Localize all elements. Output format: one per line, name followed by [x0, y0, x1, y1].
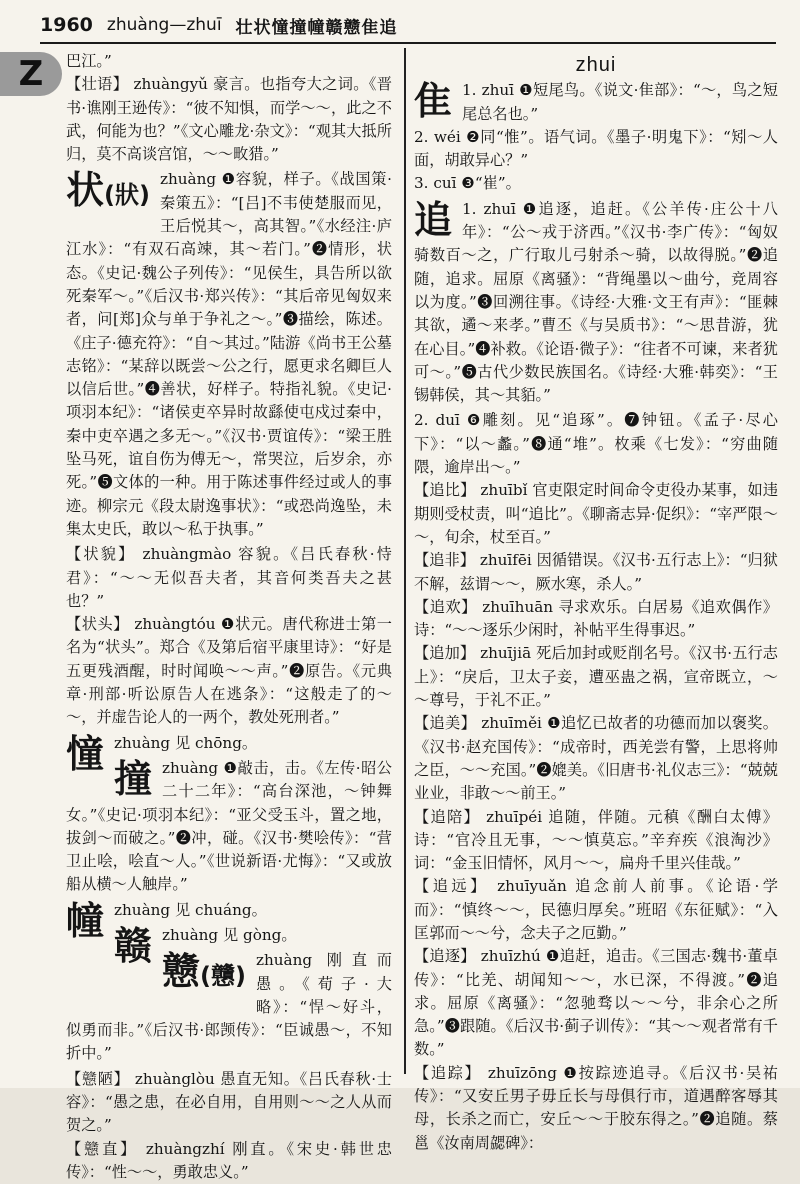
definition-text: zhuàng 见 chuáng。 [114, 900, 267, 919]
definition-text: zhuàng ❶容貌，样子。《战国策·秦策五》：“[吕]不韦使楚服而见，王后悦其～，高其智。”《水经注·庐江水》：“有双石高竦，其～若门。”❷情形，状态。《史记·魏公子列传》：“见侯生，具告所以欲死秦军～。”《后汉书·郑兴传》：“其后帝见匈奴来者，问[郑]众与单于争礼之～。”❸描绘，陈述。《庄子·德充符》：“自～其过。”陆游《尚书王公墓志铭》：“某辞以既尝～公之行，愿更求名卿巨人以信后世。”❹善状，好样子。特指礼貌。《史记·项羽本纪》：“诸侯吏卒异时故繇使屯戍过秦中，秦中吏卒遇之多无～。”《汉书·贾谊传》：“梁王胜坠马死，谊自伤为傅无～，常哭泣，后岁余，亦死。”❺文体的一种。用于陈述事件经过或人的事迹。柳宗元《段太尉逸事状》：“或恐尚逸坠，未集太史氏，敢以～私于执事。” [66, 170, 392, 538]
entry-zhuangzhi: 【戆直】 zhuàngzhí 刚直。《宋史·韩世忠传》：“性～～，勇敢忠义。” [66, 1139, 392, 1181]
pinyin-range: zhuàng—zhuī [106, 15, 222, 35]
definition-text: zhuàng 见 gòng。 [162, 925, 297, 944]
page-number: 1960 [40, 14, 93, 36]
headword: 憧 [66, 731, 105, 776]
reading-1: 1. zhuī ❶追逐，追赶。《公羊传·庄公十八年》：“公～戎于济西。”《汉书·李广传》：“匈奴骑数百～之，广行取儿弓射杀～骑，以故得脱。”❷追随，追求。屈原《离骚》：“背绳墨以～曲兮，竞周容以为度。”❸回溯往事。《诗经·大雅·文王有声》：“匪棘其欲，遹～来孝。”曹丕《与吴质书》：“～思昔游，犹在心目。”❹补救。《论语·微子》：“往者不可谏，来者犹可～。”❺古代少数民族国名。《诗经·大雅·韩奕》：“王锡韩侯，其～其貊。” [414, 199, 778, 405]
entry-zhuangtou: 【状头】 zhuàngtóu ❶状元。唐代称进士第一名为“状头”。郑合《及第后宿平康里诗》：“好是五更残酒醒，时时闻唤～～声。”❷原告。《元典章·刑部·听讼原告人在逃条》：“这般走了的～～，并虚告论人的一两个，教处死刑者。” [66, 615, 392, 727]
column-divider [404, 48, 406, 1074]
entry-zhuimei: 【追美】 zhuīměi ❶追忆已故者的功德而加以褒奖。《汉书·赵充国传》：“成帝时，西羌尝有警，上思将帅之臣，～～充国。”❷媲美。《旧唐书·礼仪志三》：“兢兢业业，非敢～～前王。” [414, 714, 778, 803]
sense-1: 1. zhuī ❶短尾鸟。《说文·隹部》：“～，鸟之短尾总名也。” [462, 81, 778, 123]
sense-3: 3. cuī ❸“崔”。 [414, 174, 521, 193]
section-pinyin: zhui [575, 54, 617, 76]
entry-zhuanglou: 【戆陋】 zhuànglòu 愚直无知。《吕氏春秋·士容》：“愚之患，在必自用，自用则～～之人从而贺之。” [66, 1069, 392, 1135]
entry-zhuangmao: 【状貌】 zhuàngmào 容貌。《吕氏春秋·恃君》：“～～无似吾夫者，其音何类吾夫之甚也？” [66, 545, 392, 610]
definition-text: zhuàng 见 chōng。 [114, 733, 258, 752]
headword: 隹 [414, 79, 453, 124]
right-column [414, 50, 778, 1155]
headword: 赣 [114, 923, 153, 968]
headword: 追 [414, 197, 453, 242]
entry-zhuipei: 【追陪】 zhuīpéi 追随，伴随。元稹《酬白太傅》诗：“官冷且无事，～～慎莫忘。”辛弃疾《浪淘沙》词：“金玉旧情怀，风月～～，扁舟千里兴佳哉。” [414, 807, 778, 873]
headword: 状(狀) [66, 168, 150, 213]
headword: 戆(戇) [162, 949, 246, 994]
entry-zhui-chase [414, 198, 778, 408]
entry-zhuiyuan: 【追远】 zhuīyuǎn 追念前人前事。《论语·学而》：“慎终～～，民德归厚矣。”班昭《东征赋》：“入匡郭而～～兮，念夫子之厄勤。” [414, 877, 778, 942]
thumb-index-tab: Z [0, 52, 62, 96]
headword-variant: (狀) [104, 181, 150, 210]
page-header [40, 8, 776, 44]
entry-chong [66, 731, 392, 776]
entry-gong [66, 923, 392, 968]
left-column [66, 50, 392, 1184]
definition-text: zhuàng ❶敲击，击。《左传·昭公二十二年》：“高台深池，～钟舞女。”《史记·项羽本纪》：“亚父受玉斗，置之地，拔剑～而破之。”❷冲，碰。《汉书·樊哙传》：“营卫止哙，哙直～人。”《世说新语·尤悔》：“又或放船从横～人触岸。” [66, 758, 392, 894]
reading-2: 2. duī ❻雕刻。见“追琢”。❼钟钮。《孟子·尽心下》：“以～蠡。”❽通“堆”。枚乘《七发》：“穷曲随隈，逾岸出～。” [414, 411, 778, 477]
entry-zhuangyu: 【壮语】 zhuàngyǔ 豪言。也指夸大之词。《晋书·谯刚王逊传》：“彼不知惧，而学～～，此之不武，何能为也？”《文心雕龙·杂文》：“观其大抵所归，莫不高谈宫馆，～～畋猎。” [66, 75, 392, 164]
entry-zhuang-strike [66, 757, 392, 897]
entry-zhuijia: 【追加】 zhuījiā 死后加封或贬削名号。《汉书·五行志上》：“戾后，卫太子妾，遭巫蛊之祸，宣帝既立，～～尊号，于礼不正。” [414, 644, 778, 710]
sense-2: 2. wéi ❷同“惟”。语气词。《墨子·明鬼下》：“矧～人面，胡敢异心？” [414, 127, 778, 170]
headword: 幢 [66, 898, 105, 943]
entry-zhuifei: 【追非】 zhuīfēi 因循错误。《汉书·五行志上》：“归狱不解，兹谓～～，厥水寒，杀人。” [414, 551, 778, 593]
headword-variant: (戇) [200, 962, 246, 991]
entry-zhuibi: 【追比】 zhuībǐ 官吏限定时间命令吏役办某事，如违期则受杖责，叫“追比”。《聊斋志异·促织》：“宰严限～～，旬余，杖至百。” [414, 481, 778, 546]
entry-zhuizhu: 【追逐】 zhuīzhú ❶追赶，追击。《三国志·魏书·董卓传》：“比羌、胡闻知～～，水已深，不得渡。”❷追求。屈原《离骚》：“忽驰骛以～～兮，非余心之所急。”❸跟随。《后汉书·蓟子训传》：“其～～观者常有千数。” [414, 947, 778, 1059]
header-characters: 壮状憧撞幢赣戆隹追 [235, 17, 398, 38]
continuation-text: 巴江。” [66, 52, 112, 70]
definition-text: zhuàng 刚直而愚。《荀子·大略》：“悍～好斗，似勇而非。”《后汉书·郎𫖮传》：“臣诚愚～，不知折中。” [66, 951, 392, 1063]
entry-zhuang-state [66, 168, 392, 541]
entry-zhuizong: 【追踪】 zhuīzōng ❶按踪迹追寻。《后汉书·吴祐传》：“又安丘男子毋丘长与母俱行市，道遇醉客辱其母，长杀之而亡，安丘～～于胶东得之。”❷追随。蔡邕《汝南周勰碑》： [414, 1063, 778, 1152]
entry-zhui-bird [414, 79, 778, 195]
entry-zhuihuan: 【追欢】 zhuīhuān 寻求欢乐。白居易《追欢偶作》诗：“～～逐乐少闲时，补帖平生得事迟。” [414, 597, 778, 640]
headword: 撞 [114, 756, 153, 801]
